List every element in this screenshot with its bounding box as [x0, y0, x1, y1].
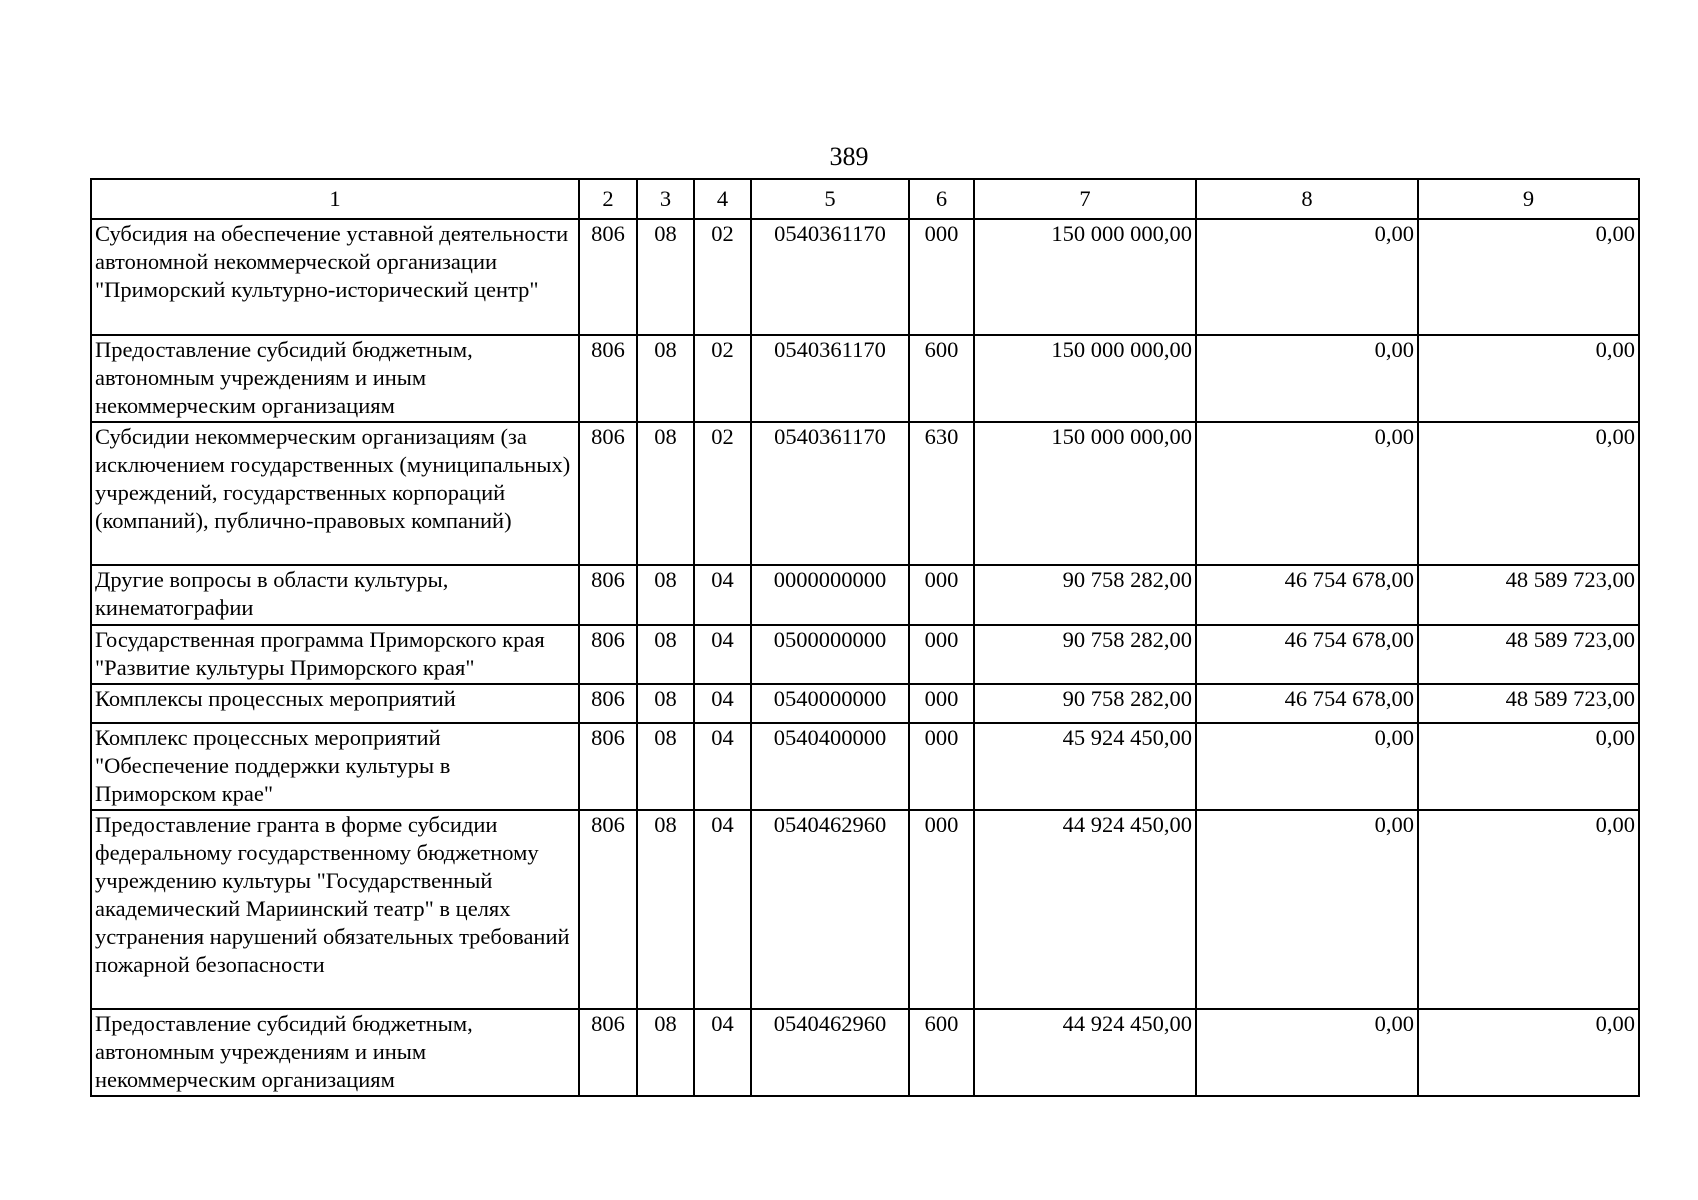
row-code-6: 000 — [909, 219, 974, 335]
row-code-2: 806 — [579, 810, 637, 1009]
column-header-3: 3 — [637, 179, 694, 219]
row-name: Комплексы процессных мероприятий — [91, 684, 579, 723]
row-amount-8: 0,00 — [1196, 219, 1418, 335]
row-code-4: 02 — [694, 422, 751, 565]
row-amount-9: 0,00 — [1418, 219, 1639, 335]
row-name: Комплекс процессных мероприятий "Обеспечение поддержки культуры в Приморском крае" — [91, 723, 579, 810]
budget-table — [90, 178, 1640, 1097]
row-code-3: 08 — [637, 723, 694, 810]
row-code-2: 806 — [579, 1009, 637, 1096]
row-code-3: 08 — [637, 335, 694, 422]
table-row — [91, 565, 1639, 625]
row-amount-7: 90 758 282,00 — [974, 625, 1196, 684]
row-code-6: 000 — [909, 684, 974, 723]
row-code-3: 08 — [637, 810, 694, 1009]
table-row — [91, 1009, 1639, 1096]
row-code-4: 04 — [694, 565, 751, 625]
row-amount-7: 150 000 000,00 — [974, 219, 1196, 335]
table-row — [91, 810, 1639, 1009]
row-amount-8: 46 754 678,00 — [1196, 684, 1418, 723]
row-code-2: 806 — [579, 565, 637, 625]
row-code-4: 04 — [694, 625, 751, 684]
row-code-5: 0540462960 — [751, 1009, 909, 1096]
row-code-6: 000 — [909, 723, 974, 810]
column-header-7: 7 — [974, 179, 1196, 219]
table-row — [91, 335, 1639, 422]
row-code-2: 806 — [579, 335, 637, 422]
row-name: Субсидия на обеспечение уставной деятельности автономной некоммерческой организации "Приморский культурно-исторический центр" — [91, 219, 579, 335]
row-code-5: 0540361170 — [751, 422, 909, 565]
row-code-3: 08 — [637, 422, 694, 565]
row-code-2: 806 — [579, 422, 637, 565]
row-name: Предоставление гранта в форме субсидии федеральному государственному бюджетному учреждению культуры "Государственный академический Мариинский театр" в целях устранения нарушений обязательных требований пожарной безопасности — [91, 810, 579, 1009]
row-name: Предоставление субсидий бюджетным, автономным учреждениям и иным некоммерческим организациям — [91, 335, 579, 422]
table-body — [91, 219, 1639, 1096]
row-amount-7: 90 758 282,00 — [974, 565, 1196, 625]
row-code-3: 08 — [637, 684, 694, 723]
row-amount-9: 0,00 — [1418, 1009, 1639, 1096]
row-code-5: 0000000000 — [751, 565, 909, 625]
row-code-2: 806 — [579, 219, 637, 335]
row-amount-7: 44 924 450,00 — [974, 1009, 1196, 1096]
row-code-3: 08 — [637, 625, 694, 684]
row-code-4: 02 — [694, 335, 751, 422]
row-amount-9: 0,00 — [1418, 335, 1639, 422]
row-code-3: 08 — [637, 1009, 694, 1096]
table-row — [91, 625, 1639, 684]
column-header-5: 5 — [751, 179, 909, 219]
row-code-4: 04 — [694, 684, 751, 723]
row-amount-8: 0,00 — [1196, 1009, 1418, 1096]
table-header — [91, 179, 1639, 219]
row-name: Субсидии некоммерческим организациям (за исключением государственных (муниципальных) учреждений, государственных корпораций (компаний), публично-правовых компаний) — [91, 422, 579, 565]
column-header-4: 4 — [694, 179, 751, 219]
page-number: 389 — [829, 142, 869, 171]
row-code-6: 630 — [909, 422, 974, 565]
row-code-3: 08 — [637, 219, 694, 335]
row-amount-7: 44 924 450,00 — [974, 810, 1196, 1009]
row-name: Предоставление субсидий бюджетным, автономным учреждениям и иным некоммерческим организациям — [91, 1009, 579, 1096]
column-header-2: 2 — [579, 179, 637, 219]
row-amount-9: 0,00 — [1418, 723, 1639, 810]
row-amount-8: 46 754 678,00 — [1196, 565, 1418, 625]
row-code-2: 806 — [579, 684, 637, 723]
row-amount-9: 0,00 — [1418, 810, 1639, 1009]
row-amount-8: 0,00 — [1196, 422, 1418, 565]
row-amount-7: 45 924 450,00 — [974, 723, 1196, 810]
row-code-5: 0540462960 — [751, 810, 909, 1009]
row-amount-7: 150 000 000,00 — [974, 335, 1196, 422]
row-amount-9: 48 589 723,00 — [1418, 684, 1639, 723]
table-row — [91, 684, 1639, 723]
row-code-6: 600 — [909, 1009, 974, 1096]
row-code-6: 000 — [909, 565, 974, 625]
row-code-6: 000 — [909, 625, 974, 684]
row-code-4: 02 — [694, 219, 751, 335]
header-row — [91, 179, 1639, 219]
table-row — [91, 422, 1639, 565]
column-header-9: 9 — [1418, 179, 1639, 219]
row-amount-9: 0,00 — [1418, 422, 1639, 565]
row-code-3: 08 — [637, 565, 694, 625]
row-amount-8: 0,00 — [1196, 335, 1418, 422]
row-amount-8: 0,00 — [1196, 723, 1418, 810]
row-amount-9: 48 589 723,00 — [1418, 565, 1639, 625]
column-header-8: 8 — [1196, 179, 1418, 219]
row-name: Государственная программа Приморского края "Развитие культуры Приморского края" — [91, 625, 579, 684]
row-amount-7: 90 758 282,00 — [974, 684, 1196, 723]
row-amount-7: 150 000 000,00 — [974, 422, 1196, 565]
row-code-4: 04 — [694, 1009, 751, 1096]
row-amount-8: 46 754 678,00 — [1196, 625, 1418, 684]
row-code-5: 0540000000 — [751, 684, 909, 723]
row-code-4: 04 — [694, 810, 751, 1009]
table-row — [91, 219, 1639, 335]
row-code-5: 0540361170 — [751, 335, 909, 422]
row-code-2: 806 — [579, 723, 637, 810]
row-code-5: 0500000000 — [751, 625, 909, 684]
row-code-5: 0540400000 — [751, 723, 909, 810]
column-header-1: 1 — [91, 179, 579, 219]
row-name: Другие вопросы в области культуры, кинематографии — [91, 565, 579, 625]
row-code-5: 0540361170 — [751, 219, 909, 335]
row-code-6: 000 — [909, 810, 974, 1009]
row-code-4: 04 — [694, 723, 751, 810]
row-amount-8: 0,00 — [1196, 810, 1418, 1009]
row-code-6: 600 — [909, 335, 974, 422]
row-amount-9: 48 589 723,00 — [1418, 625, 1639, 684]
row-code-2: 806 — [579, 625, 637, 684]
table-row — [91, 723, 1639, 810]
column-header-6: 6 — [909, 179, 974, 219]
